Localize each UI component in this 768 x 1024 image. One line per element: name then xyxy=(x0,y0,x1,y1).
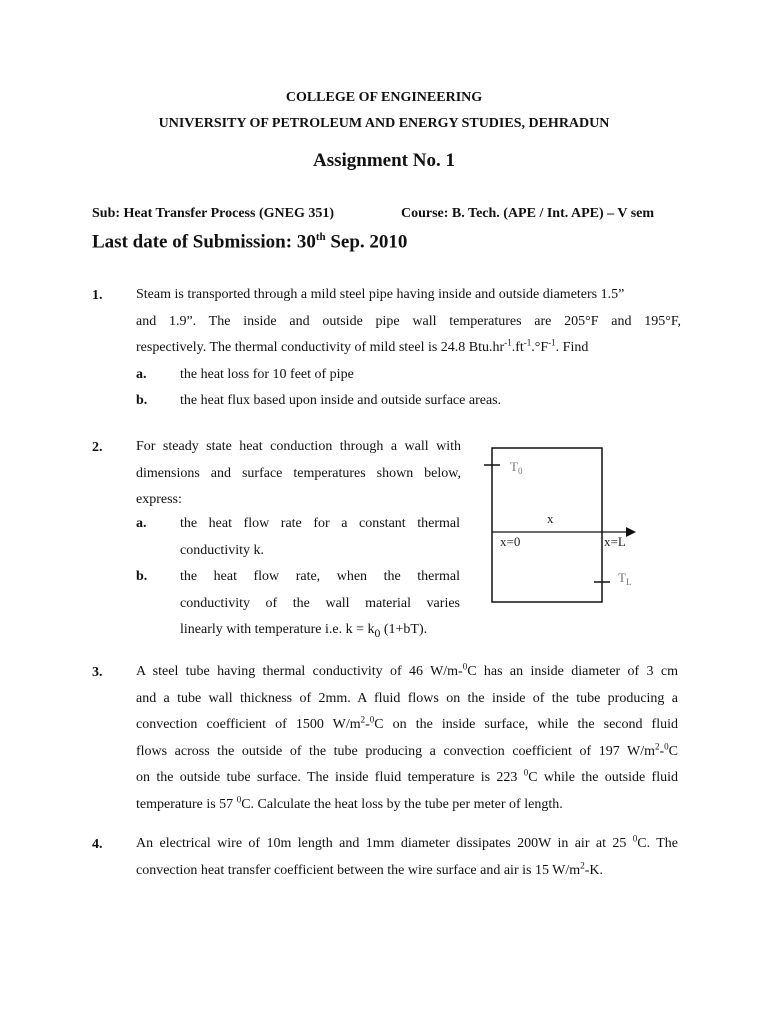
part-label: b. xyxy=(136,569,148,584)
part-label: b. xyxy=(136,393,148,408)
due-date-suffix: Sep. 2010 xyxy=(325,231,408,253)
part-text: the heat flux based upon inside and outside surface areas. xyxy=(180,393,502,408)
q3-text-part: on the outside tube surface. The inside fluid temperature is 223 xyxy=(136,770,524,785)
q3-sup: 0 xyxy=(236,793,242,804)
t0-label: $T_0$ xyxy=(510,459,523,476)
q3-sup: 0 xyxy=(664,740,669,751)
question-3-line xyxy=(136,765,678,792)
part-text xyxy=(180,511,460,564)
q4-text-part: convection heat transfer coefficient between the wire surface and air is 15 W/m xyxy=(136,862,581,878)
q2-sub: 0 xyxy=(374,626,381,640)
q3-text-part: C while the outside fluid xyxy=(528,770,678,785)
assignment-title: Assignment No. 1 xyxy=(313,150,455,171)
q3-text-part: C. Calculate the heat loss by the tube per meter of length. xyxy=(241,796,563,812)
q3-text-part: C xyxy=(668,743,678,759)
q4-text-part: -K. xyxy=(584,862,603,878)
part-text xyxy=(180,564,460,647)
wall-diagram xyxy=(484,440,644,610)
q3-text-part: flows across the outside of the tube producing a convection coefficient of 197 W/m xyxy=(136,743,655,759)
x0-label: x=0 xyxy=(500,534,521,549)
part-line: conductivity of the wall material varies xyxy=(180,595,460,611)
q3-text-part: temperature is 57 xyxy=(136,796,237,812)
q3-text-part: - xyxy=(659,743,665,759)
subject-line: Sub: Heat Transfer Process (GNEG 351) xyxy=(92,206,335,221)
q2-text-part: (1+bT). xyxy=(380,622,428,637)
question-3-line xyxy=(136,739,678,766)
q1-text-part: .°F xyxy=(531,340,549,355)
part-line: the heat flow rate for a constant thermal xyxy=(180,516,460,531)
q1-sup: -1 xyxy=(548,337,556,348)
question-1-line: and 1.9”. The inside and outside pipe wall temperatures are 205°F and 195°F, xyxy=(136,313,681,329)
question-2-line: dimensions and surface temperatures shown below, xyxy=(136,465,461,481)
question-4-number: 4. xyxy=(92,837,103,852)
q3-sup: 2 xyxy=(360,714,366,725)
q1-text-part: . Find xyxy=(555,340,589,355)
due-date-line xyxy=(92,231,407,253)
part-line: conductivity k. xyxy=(180,542,264,558)
question-4-text xyxy=(136,831,678,884)
question-2-text xyxy=(136,434,461,514)
q3-text-part: C on the inside surface, while the second fluid xyxy=(374,717,679,732)
q3-text-part: convection coefficient of 1500 W/m xyxy=(136,717,361,732)
part-label: a. xyxy=(136,516,147,531)
q1-text-part: respectively. The thermal conductivity of mild steel is 24.8 Btu.hr xyxy=(136,340,505,355)
question-2-number: 2. xyxy=(92,440,103,455)
question-1-text xyxy=(136,282,681,362)
part-text: the heat loss for 10 feet of pipe xyxy=(180,367,354,382)
question-1-number: 1. xyxy=(92,288,103,303)
q3-text-part: - xyxy=(365,717,370,732)
q1-text-part: .ft xyxy=(511,340,524,355)
q4-sup: 2 xyxy=(580,859,585,870)
question-3-number: 3. xyxy=(92,665,103,680)
q1-sup: -1 xyxy=(504,337,512,348)
xl-label: x=L xyxy=(604,534,626,549)
q3-sup: 0 xyxy=(523,767,529,778)
part-line: the heat flow rate, when the thermal xyxy=(180,569,460,584)
q3-text-part: A steel tube having thermal conductivity of 46 W/m- xyxy=(136,664,463,679)
q2-text-part: linearly with temperature i.e. k = k xyxy=(180,622,375,637)
university-heading: UNIVERSITY OF PETROLEUM AND ENERGY STUDIES, DEHRADUN xyxy=(158,116,610,131)
x-axis-label: x xyxy=(547,511,554,526)
tl-label: $T_L$ xyxy=(618,570,632,587)
question-3-line xyxy=(136,659,678,686)
due-date-prefix: Last date of Submission: 30 xyxy=(92,231,316,253)
part-label: a. xyxy=(136,367,147,382)
wall-diagram-svg xyxy=(484,440,644,610)
x-axis-arrow-icon xyxy=(626,527,636,537)
question-4-line xyxy=(136,858,678,885)
q3-sup: 2 xyxy=(654,740,660,751)
question-1-line: Steam is transported through a mild steel pipe having inside and outside diameters 1.5” xyxy=(136,287,625,302)
q3-sup: 0 xyxy=(369,714,375,725)
q4-text-part: C. The xyxy=(637,836,678,851)
question-3-line xyxy=(136,712,678,739)
q3-text-part: C has an inside diameter of 3 cm xyxy=(467,664,678,679)
question-2-line: For steady state heat conduction through a wall with xyxy=(136,439,461,454)
due-date-sup: th xyxy=(315,231,326,243)
question-3-line: and a tube wall thickness of 2mm. A fluid flows on the inside of the tube producing a xyxy=(136,690,678,706)
part-line xyxy=(180,617,460,647)
question-3-line xyxy=(136,792,678,819)
q4-text-part: An electrical wire of 10m length and 1mm diameter dissipates 200W in air at 25 xyxy=(136,836,633,851)
q4-sup: 0 xyxy=(632,833,638,844)
college-heading: COLLEGE OF ENGINEERING xyxy=(285,90,483,105)
question-3-text xyxy=(136,659,678,818)
question-4-line xyxy=(136,831,678,858)
course-line: Course: B. Tech. (APE / Int. APE) – V sem xyxy=(401,206,655,221)
q3-sup: 0 xyxy=(462,661,468,672)
question-1-line xyxy=(136,335,681,362)
question-2-line: express: xyxy=(136,492,182,507)
q1-sup: -1 xyxy=(523,337,532,348)
